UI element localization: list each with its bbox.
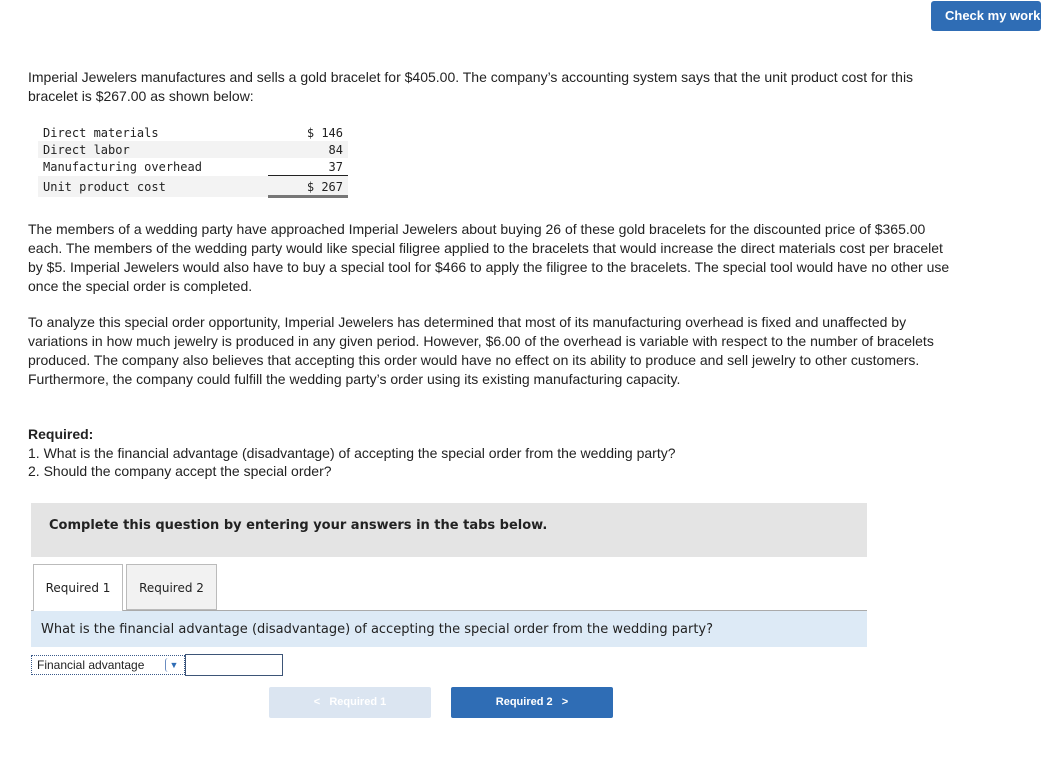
row-label: Direct labor [38,141,268,158]
check-my-work-button[interactable]: Check my work [931,1,1041,31]
prev-label: Required 1 [329,696,387,708]
intro-text: Imperial Jewelers manufactures and sells a gold bracelet for $405.00. The company’s accounting system says that the unit product cost for this bracelet is $267.00 as shown below: [28,69,914,104]
select-value: Financial advantage [37,658,145,672]
analysis-paragraph: To analyze this special order opportunity, Imperial Jewelers has determined that most of its manufacturing overhead is fixed and unaffected by variations in how much jewelry is produced in any given period. However, $6.00 of the overhead is variable with respect to the number of bracelets produced. The company also believes that accepting this order would have no effect on its ability to produce and sell jewelry to other customers. Furthermore, the company could fulfill the wedding party’s order using its existing manufacturing capacity. [28,314,934,387]
required-item-2: 2. Should the company accept the special order? [28,463,332,479]
advantage-select[interactable] [31,655,185,675]
row-value: 37 [328,159,343,174]
cost-table [38,124,348,198]
row-label: Unit product cost [38,176,268,197]
row-value: 84 [268,141,348,158]
table-row-total [38,176,348,197]
row-label: Manufacturing overhead [43,159,202,174]
chevron-left-icon: < [313,696,330,708]
table-row [38,124,348,141]
required-heading: Required: [28,426,94,442]
tab-required-2[interactable]: Required 2 [126,564,217,610]
row-value: $ 267 [268,176,348,197]
question-text: What is the financial advantage (disadvantage) of accepting the special order from the wedding party? [31,611,867,647]
order-paragraph: The members of a wedding party have approached Imperial Jewelers about buying 26 of these gold bracelets for the discounted price of $365.00 each. The members of the wedding party would like special filigree applied to the bracelets that would increase the direct materials cost per bracelet by $5. Imperial Jewelers would also have to buy a special tool for $466 to apply the filigree to the bracelets. The special tool would have no other use once the special order is completed. [28,221,950,294]
row-label: Direct materials [43,125,159,140]
next-label: Required 2 [495,696,553,708]
required-item-1: 1. What is the financial advantage (disadvantage) of accepting the special order from the wedding party? [28,445,676,461]
chevron-right-icon: > [552,696,569,708]
table-row [38,141,348,158]
tab-required-1[interactable]: Required 1 [33,564,123,611]
next-required-2-button[interactable] [451,687,613,718]
amount-input[interactable] [185,654,283,676]
chevron-down-icon[interactable]: ▼ [165,658,182,672]
instructions-banner: Complete this question by entering your answers in the tabs below. [31,503,867,557]
row-value: $ 146 [306,125,343,140]
table-row [38,158,348,176]
prev-required-1-button[interactable] [269,687,431,718]
